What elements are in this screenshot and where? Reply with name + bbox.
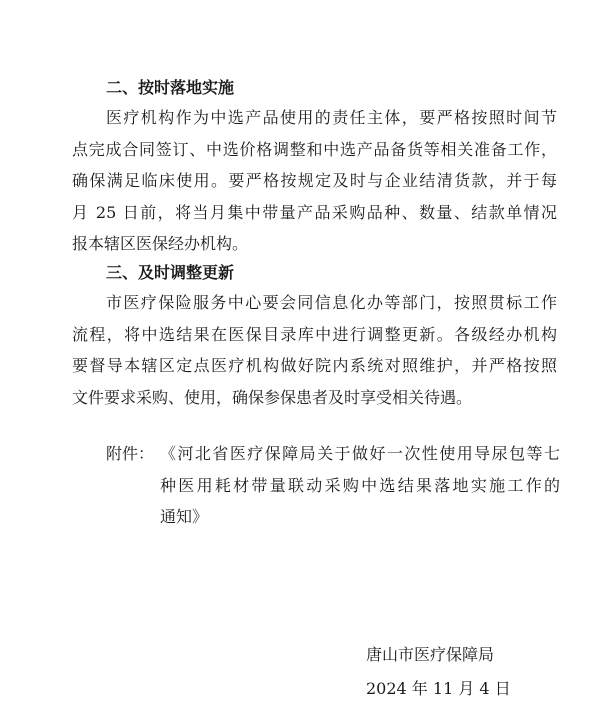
paragraph-line: 确保满足临床使用。要严格按规定及时与企业结清货款，并于每 (72, 171, 557, 190)
section-3-paragraph (72, 287, 557, 413)
paragraph-line: 月 25 日前，将当月集中带量产品采购品种、数量、结款单情况 (72, 202, 557, 222)
section-heading-3: 三、及时调整更新 (106, 263, 235, 282)
signature-org: 唐山市医疗保障局 (366, 645, 495, 664)
attachment-line: 种医用耗材带量联动采购中选结果落地实施工作的 (160, 475, 560, 495)
paragraph-line: 要督导本辖区定点医疗机构做好院内系统对照维护，并严格按照 (72, 356, 557, 375)
paragraph-line: 医疗机构作为中选产品使用的责任主体，要严格按照时间节 (106, 108, 557, 127)
attachment-line: 《河北省医疗保障局关于做好一次性使用导尿包等七 (160, 444, 560, 463)
paragraph-line: 点完成合同签订、中选价格调整和中选产品备货等相关准备工作， (72, 139, 557, 159)
attachment-label: 附件： (106, 444, 155, 463)
section-2-paragraph (72, 102, 557, 260)
paragraph-line: 市医疗保险服务中心要会同信息化办等部门，按照贯标工作 (106, 293, 557, 312)
paragraph-line: 报本辖区医保经办机构。 (72, 234, 249, 253)
paragraph-line: 文件要求采购、使用，确保参保患者及时享受相关待遇。 (72, 387, 473, 407)
section-heading-2: 二、按时落地实施 (106, 78, 235, 97)
paragraph-line: 流程，将中选结果在医保目录库中进行调整更新。各级经办机构 (72, 324, 557, 344)
signature-date: 2024 年 11 月 4 日 (366, 679, 511, 698)
attachment-line: 通知》 (160, 507, 209, 526)
attachment-title (160, 438, 560, 533)
